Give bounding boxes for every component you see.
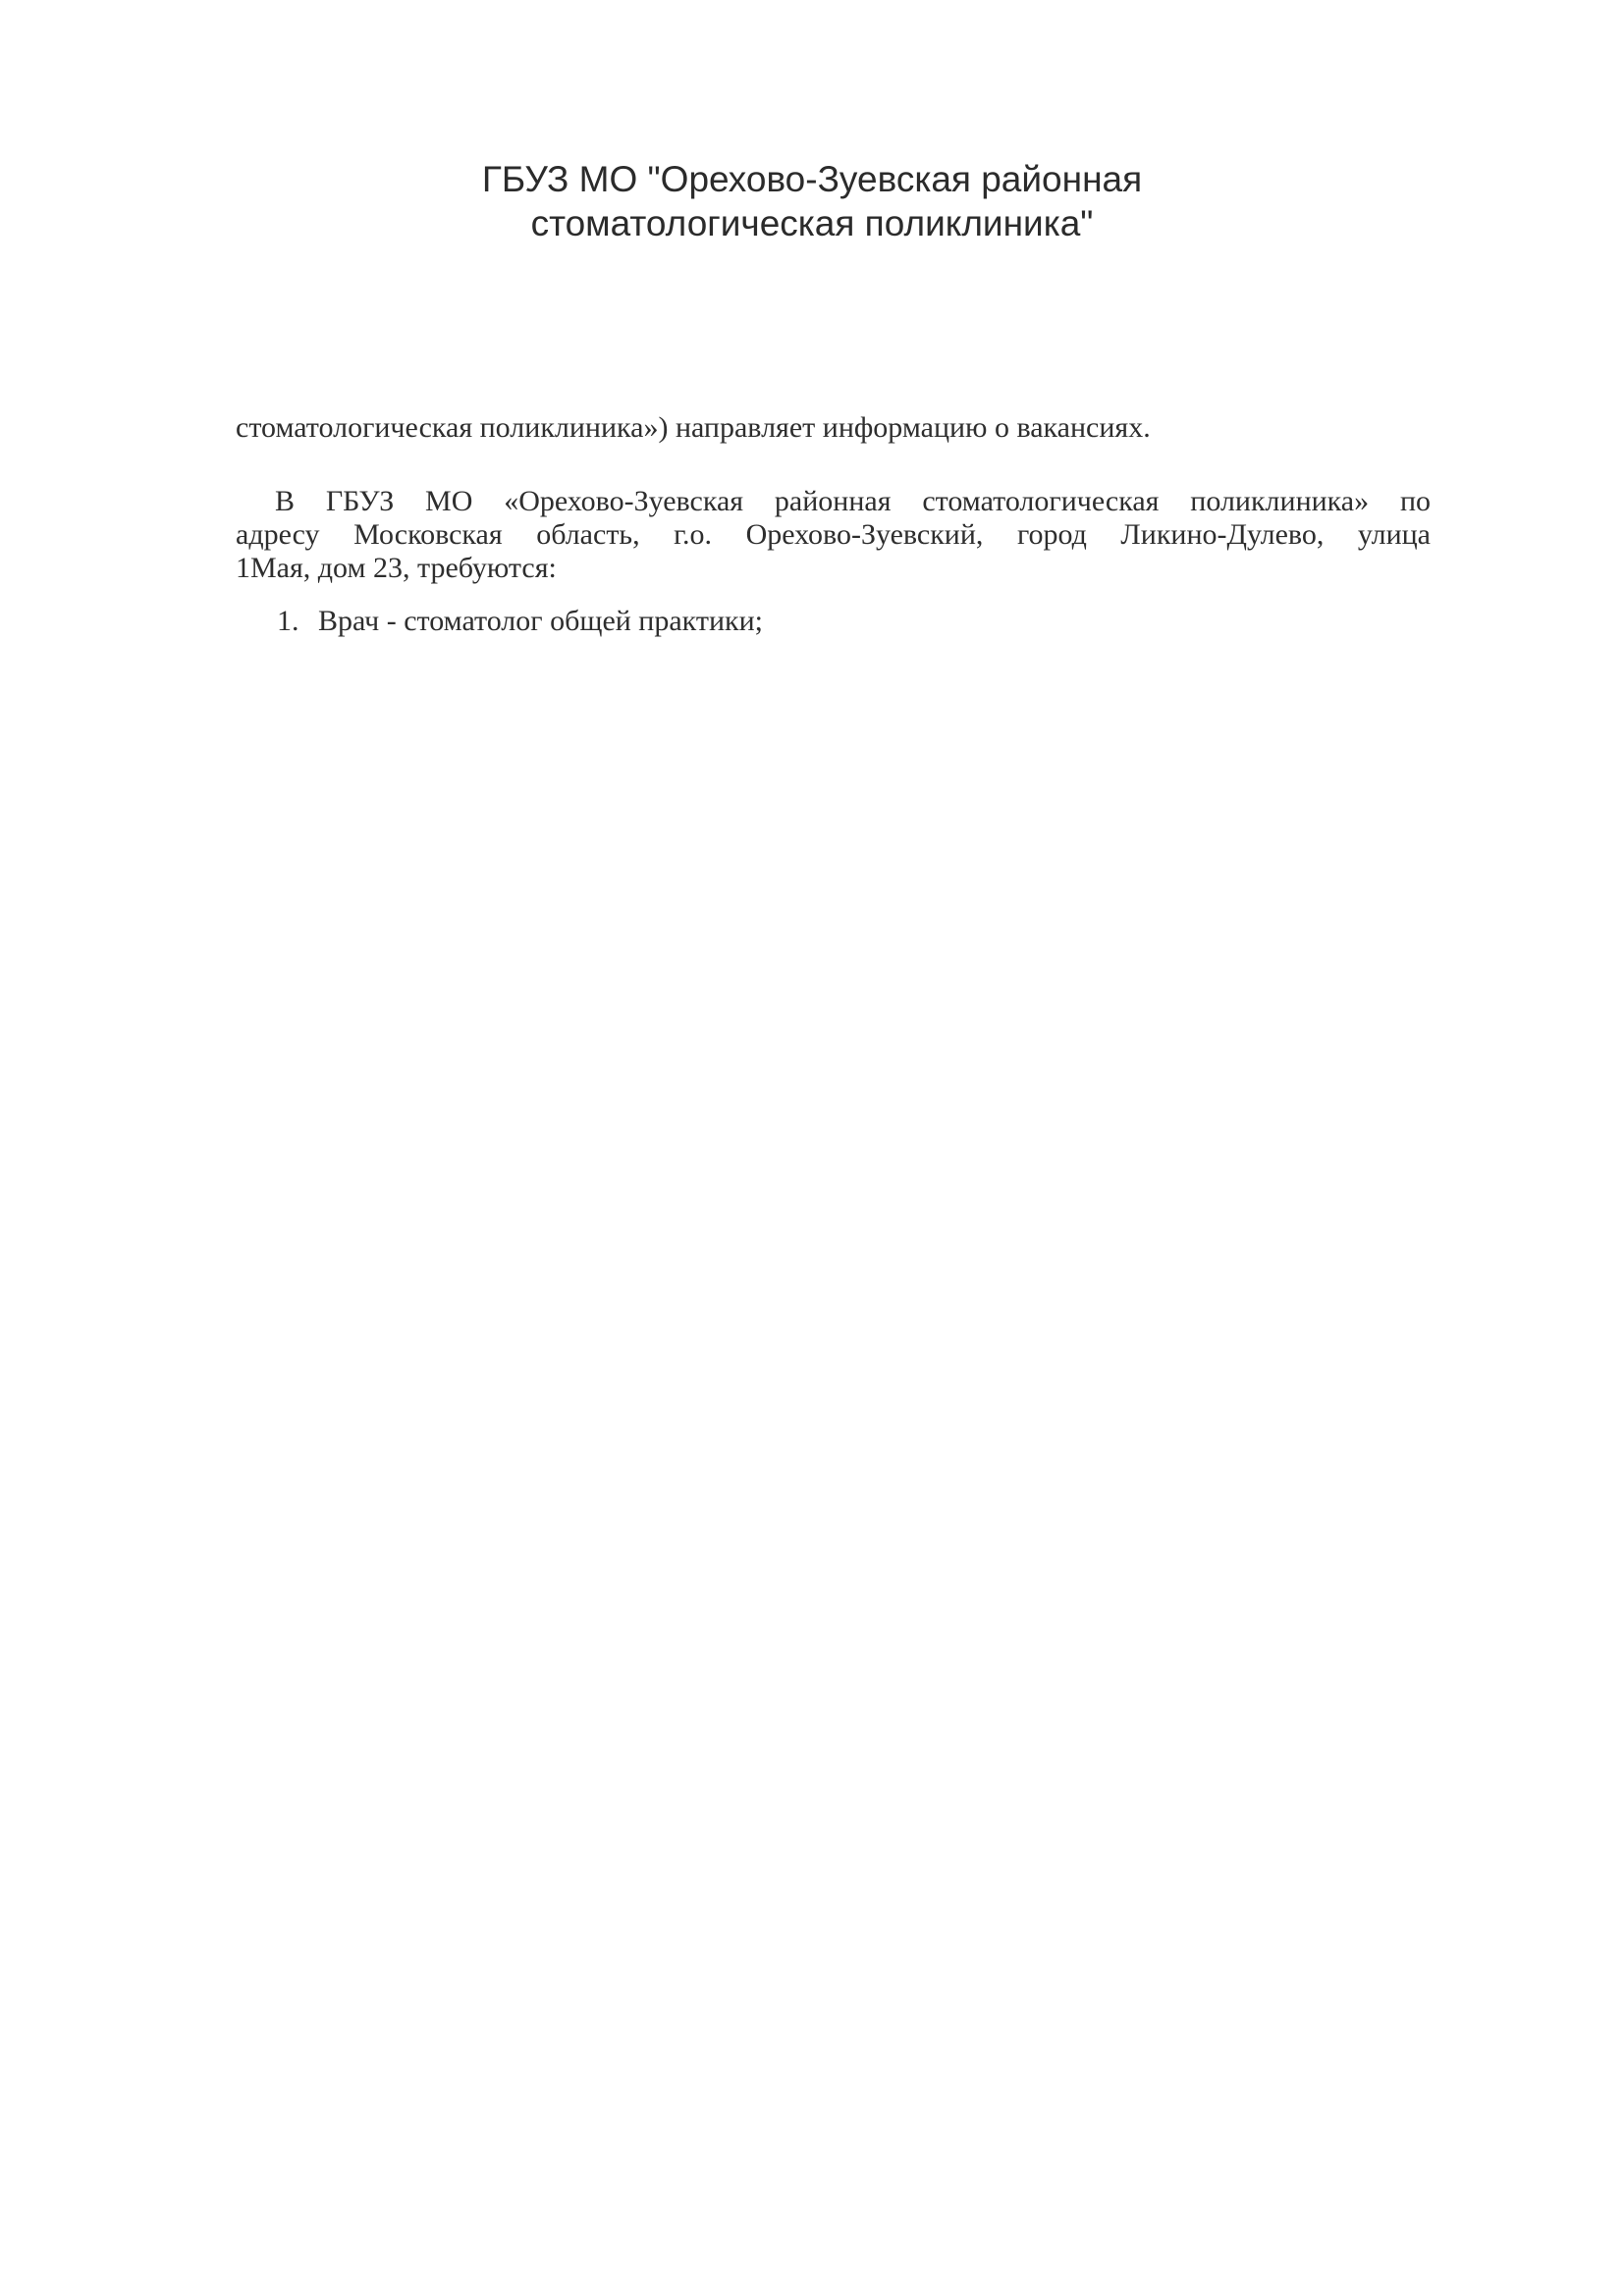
list-item — [277, 605, 763, 638]
paragraph-line-1: В ГБУЗ МО «Орехово-Зуевская районная стоматологическая поликлиника» по — [275, 485, 1431, 517]
paragraph-line-3: 1Мая, дом 23, требуются: — [236, 552, 557, 584]
list-item-text: Врач - стоматолог общей практики; — [318, 605, 763, 637]
header-line-2: стоматологическая поликлиника" — [530, 203, 1094, 243]
continuation-line: стоматологическая поликлиника») направляет информацию о вакансиях. — [236, 411, 1151, 444]
document-header — [0, 157, 1624, 245]
paragraph-line-2: адресу Московская область, г.о. Орехово-Зуевский, город Ликино-Дулево, улица — [236, 518, 1431, 551]
header-line-1: ГБУЗ МО "Орехово-Зуевская районная — [481, 159, 1143, 199]
list-item-number: 1. — [277, 605, 299, 637]
vacancy-list — [277, 605, 763, 638]
vacancy-paragraph — [236, 485, 1431, 585]
